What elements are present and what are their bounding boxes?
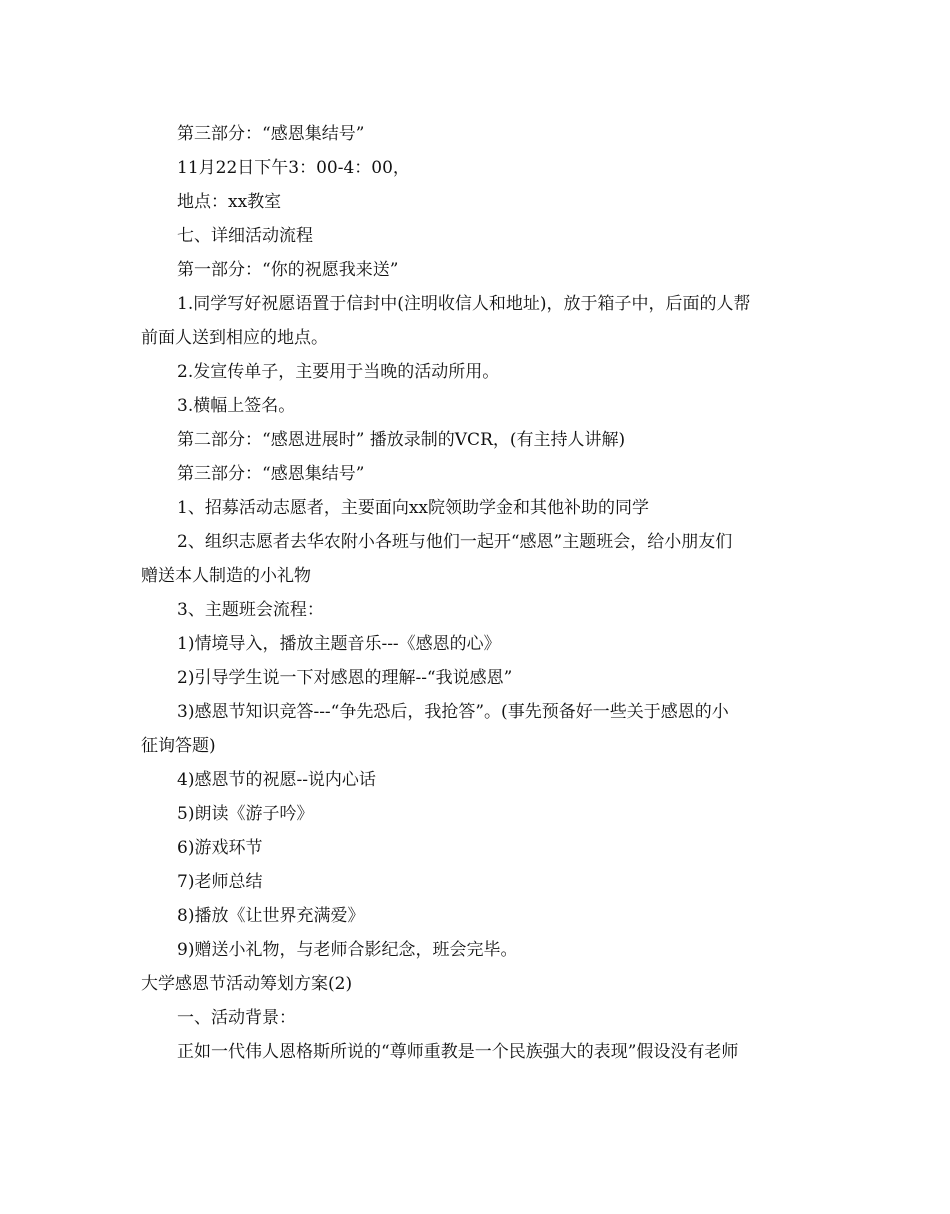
- text-line: 赠送本人制造的小礼物: [141, 566, 311, 586]
- text-line: 11月22日下午3：00-4：00，: [177, 158, 410, 178]
- text-line: 7)老师总结: [177, 872, 263, 892]
- text-line: 一、活动背景：: [177, 1008, 296, 1028]
- text-line: 8)播放《让世界充满爱》: [177, 906, 365, 926]
- text-line: 3.横幅上签名。: [177, 396, 296, 416]
- text-line: 第二部分：“感恩进展时” 播放录制的VCR，(有主持人讲解): [177, 430, 626, 450]
- text-line: 2.发宣传单子，主要用于当晚的活动所用。: [177, 362, 500, 382]
- text-line: 1)情境导入，播放主题音乐---《感恩的心》: [177, 634, 501, 654]
- text-line: 大学感恩节活动筹划方案(2): [141, 974, 353, 994]
- text-line: 地点：xx教室: [177, 192, 282, 212]
- text-line: 2、组织志愿者去华农附小各班与他们一起开“感恩”主题班会，给小朋友们: [177, 532, 733, 552]
- text-line: 第一部分：“你的祝愿我来送”: [177, 260, 399, 280]
- text-line: 2)引导学生说一下对感恩的理解--“我说感恩”: [177, 668, 513, 688]
- text-line: 3)感恩节知识竞答---“争先恐后，我抢答”。(事先预备好一些关于感恩的小: [177, 702, 729, 722]
- text-line: 第三部分：“感恩集结号”: [177, 124, 365, 144]
- text-line: 正如一代伟人恩格斯所说的“尊师重教是一个民族强大的表现”假设没有老师: [177, 1042, 739, 1062]
- text-line: 征询答题): [141, 736, 216, 756]
- text-line: 6)游戏环节: [177, 838, 263, 858]
- text-line: 4)感恩节的祝愿--说内心话: [177, 770, 376, 790]
- text-line: 3、主题班会流程：: [177, 600, 324, 620]
- document-body: [141, 117, 811, 1069]
- text-line: 第三部分：“感恩集结号”: [177, 464, 365, 484]
- text-line: 1.同学写好祝愿语置于信封中(注明收信人和地址)，放于箱子中，后面的人帮: [177, 294, 751, 314]
- text-line: 9)赠送小礼物，与老师合影纪念，班会完毕。: [177, 940, 518, 960]
- text-line: 5)朗读《游子吟》: [177, 804, 314, 824]
- text-line: 七、详细活动流程: [177, 226, 313, 246]
- text-line: 前面人送到相应的地点。: [141, 328, 328, 348]
- text-line: 1、招募活动志愿者，主要面向xx院领助学金和其他补助的同学: [177, 498, 649, 518]
